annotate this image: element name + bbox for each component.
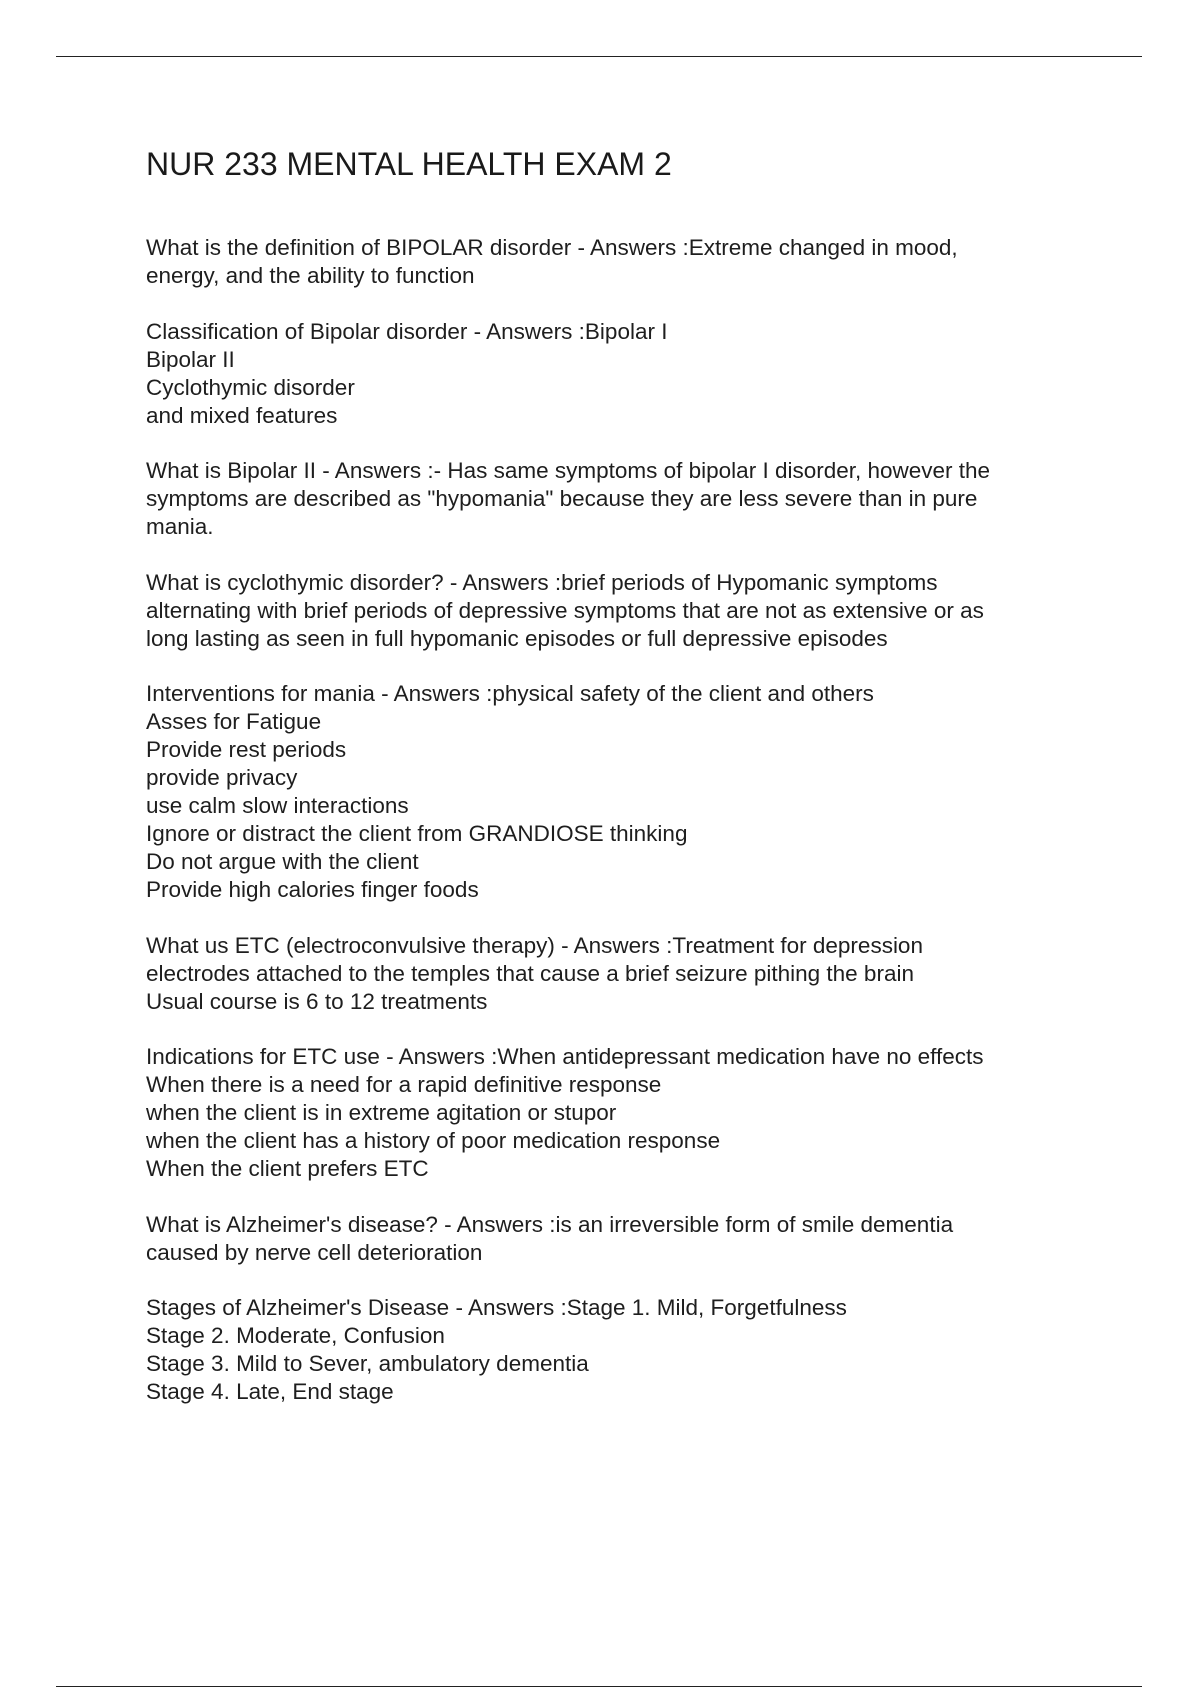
qa-answer-line: Ignore or distract the client from GRANDIOSE thinking [146,821,688,846]
qa-answer-line: electrodes attached to the temples that cause a brief seizure pithing the brain [146,960,914,986]
bottom-divider [56,1686,1142,1687]
qa-entry [146,1043,1106,1183]
qa-answer-line: and mixed features [146,402,338,428]
qa-answer-line: when the client is in extreme agitation or stupor [146,1100,617,1125]
qa-answer-line: When the client prefers ETC [146,1156,429,1181]
qa-answer-line: energy, and the ability to function [146,263,475,288]
qa-entry [146,1211,1106,1267]
qa-entry [146,569,1106,653]
qa-answer-line: alternating with brief periods of depressive symptoms that are not as extensive or as [146,597,984,623]
qa-answer-line: caused by nerve cell deterioration [146,1239,483,1265]
qa-question-line: What is cyclothymic disorder? - Answers :brief periods of Hypomanic symptoms [146,569,938,595]
qa-answer-line: Stage 4. Late, End stage [146,1379,394,1404]
qa-answer-line: symptoms are described as "hypomania" because they are less severe than in pure [146,486,978,511]
qa-answer-line: use calm slow interactions [146,793,409,818]
qa-question-line: Interventions for mania - Answers :physical safety of the client and others [146,681,874,706]
qa-answer-line: Asses for Fatigue [146,709,322,734]
document-body [146,142,1106,1434]
qa-answer-line: Cyclothymic disorder [146,374,355,400]
top-divider [56,56,1142,57]
qa-entry [146,457,1106,541]
qa-answer-line: When there is a need for a rapid definitive response [146,1072,662,1097]
qa-answer-line: mania. [146,514,214,539]
qa-answer-line: Do not argue with the client [146,849,419,874]
qa-answer-line: long lasting as seen in full hypomanic episodes or full depressive episodes [146,625,888,651]
qa-entry [146,932,1106,1016]
page-title: NUR 233 MENTAL HEALTH EXAM 2 [146,146,672,182]
qa-answer-line: Usual course is 6 to 12 treatments [146,988,488,1014]
qa-question-line: Indications for ETC use - Answers :When antidepressant medication have no effects [146,1044,984,1069]
qa-answer-line: Stage 3. Mild to Sever, ambulatory dementia [146,1351,589,1376]
qa-question-line: Classification of Bipolar disorder - Answers :Bipolar I [146,318,668,344]
qa-question-line: What is the definition of BIPOLAR disorder - Answers :Extreme changed in mood, [146,235,958,260]
qa-answer-line: Provide high calories finger foods [146,877,479,902]
qa-question-line: What us ETC (electroconvulsive therapy) - Answers :Treatment for depression [146,932,923,958]
qa-answer-line: Provide rest periods [146,737,347,762]
qa-entry [146,680,1106,904]
qa-answer-line: Bipolar II [146,346,235,372]
qa-entry [146,234,1106,290]
qa-answer-line: when the client has a history of poor medication response [146,1128,721,1153]
qa-question-line: What is Alzheimer's disease? - Answers :is an irreversible form of smile dementia [146,1211,954,1237]
qa-answer-line: Stage 2. Moderate, Confusion [146,1323,445,1348]
qa-list [146,234,1106,1406]
qa-question-line: What is Bipolar II - Answers :- Has same symptoms of bipolar I disorder, however the [146,458,991,483]
qa-entry [146,1294,1106,1406]
qa-entry [146,318,1106,430]
qa-answer-line: provide privacy [146,765,298,790]
qa-question-line: Stages of Alzheimer's Disease - Answers :Stage 1. Mild, Forgetfulness [146,1295,847,1320]
